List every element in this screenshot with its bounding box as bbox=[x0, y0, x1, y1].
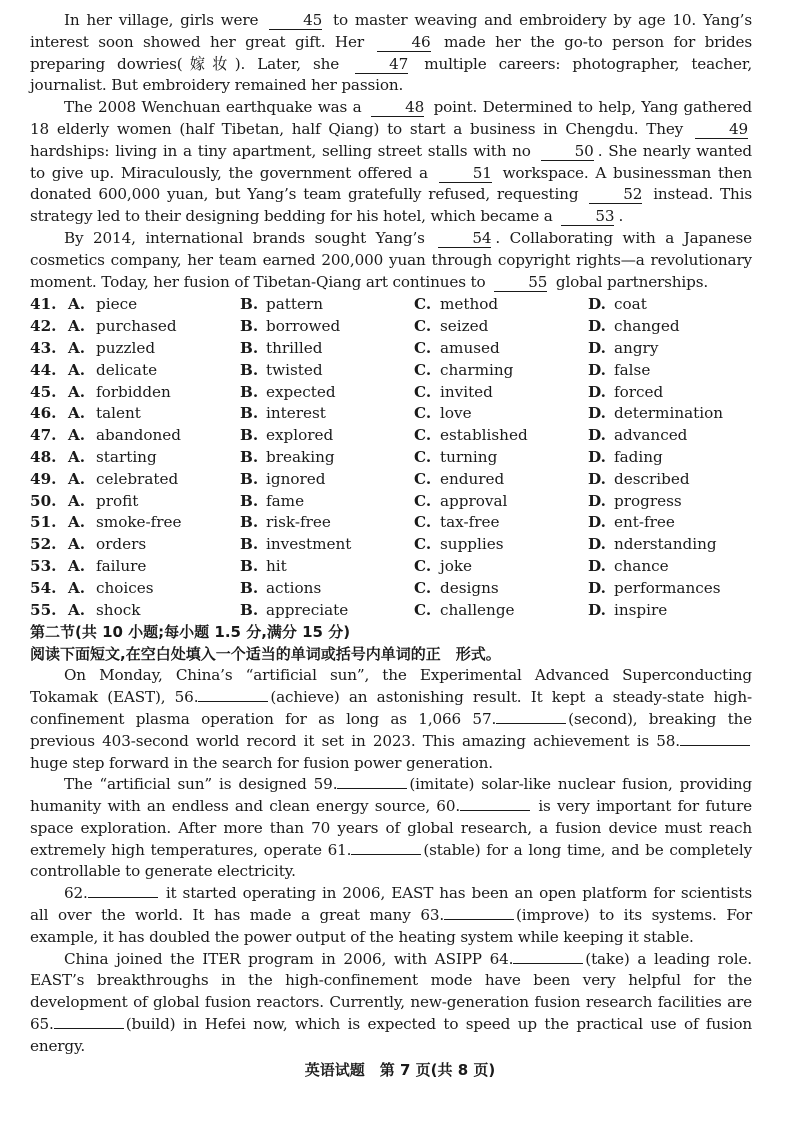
option-text: love bbox=[440, 404, 472, 423]
option-c[interactable] bbox=[414, 512, 588, 534]
option-d[interactable] bbox=[588, 360, 758, 382]
option-letter: D. bbox=[588, 426, 606, 445]
option-row bbox=[30, 512, 752, 534]
text: (achieve) an astonishing result. It kept a steady-state high-confinement plasma operation for as long as 1,066 57. bbox=[30, 688, 752, 728]
blank-48: 48 bbox=[371, 99, 424, 117]
option-b[interactable] bbox=[240, 534, 414, 556]
option-letter: B. bbox=[240, 578, 259, 597]
option-letter: C. bbox=[414, 578, 432, 597]
option-text: tax-free bbox=[440, 513, 500, 532]
option-text: seized bbox=[440, 317, 489, 336]
text: (take) a leading role. EAST’s breakthroughs in the high-confinement mode have been very helpful for the development of global fusion reactors. Currently, new-generation fusion research facilities are 65. bbox=[30, 949, 752, 1034]
question-number: 46. bbox=[30, 404, 57, 423]
option-b[interactable] bbox=[240, 382, 414, 404]
option-row bbox=[30, 338, 752, 360]
option-b[interactable] bbox=[240, 578, 414, 600]
grammar-paragraph-1 bbox=[30, 665, 752, 774]
option-letter: A. bbox=[68, 578, 86, 597]
option-text: joke bbox=[440, 556, 473, 575]
cloze-paragraph-3 bbox=[30, 228, 752, 293]
blank-64[interactable] bbox=[513, 949, 583, 964]
option-d[interactable] bbox=[588, 512, 758, 534]
option-text: shock bbox=[96, 600, 141, 619]
option-c[interactable] bbox=[414, 447, 588, 469]
blank-45: 45 bbox=[269, 12, 322, 30]
blank-63[interactable] bbox=[444, 905, 514, 920]
cloze-passage bbox=[30, 10, 752, 293]
option-text: orders bbox=[96, 535, 147, 554]
text: global partnerships. bbox=[555, 272, 709, 291]
option-a[interactable] bbox=[68, 316, 240, 338]
option-letter: A. bbox=[68, 447, 86, 466]
text: (imitate) solar-like nuclear fusion, providing humanity with an endless and clean energy source, 60. bbox=[30, 775, 752, 816]
option-text: chance bbox=[614, 556, 669, 575]
grammar-paragraph-2 bbox=[30, 774, 752, 883]
option-letter: B. bbox=[240, 382, 259, 401]
option-b[interactable] bbox=[240, 294, 414, 316]
option-letter: C. bbox=[414, 535, 432, 554]
text: huge step forward in the search for fusion power generation. bbox=[30, 753, 493, 772]
grammar-paragraph-3 bbox=[30, 883, 752, 948]
option-letter: A. bbox=[68, 491, 86, 510]
option-row bbox=[30, 491, 752, 513]
option-letter: C. bbox=[414, 600, 432, 619]
option-letter: A. bbox=[68, 556, 86, 575]
option-c[interactable] bbox=[414, 294, 588, 316]
text: 62. bbox=[64, 884, 88, 903]
option-a[interactable] bbox=[68, 512, 240, 534]
text: . bbox=[618, 207, 624, 226]
text: By 2014, international brands sought Yang’s bbox=[64, 228, 425, 247]
option-letter: D. bbox=[588, 360, 606, 379]
option-c[interactable] bbox=[414, 403, 588, 425]
grammar-paragraph-4 bbox=[30, 949, 752, 1058]
option-text: forced bbox=[614, 382, 664, 401]
option-text: changed bbox=[614, 317, 680, 336]
option-text: designs bbox=[440, 578, 499, 597]
option-letter: B. bbox=[240, 491, 259, 510]
question-number: 53. bbox=[30, 556, 57, 575]
option-text: performances bbox=[614, 578, 721, 597]
text: it started operating in 2006, EAST has been an open platform for scientists all over the world. It has made a great many 63. bbox=[30, 884, 752, 925]
text: In her village, girls were bbox=[64, 11, 259, 29]
option-b[interactable] bbox=[240, 512, 414, 534]
question-number: 42. bbox=[30, 317, 57, 336]
option-c[interactable] bbox=[414, 600, 588, 622]
option-a[interactable] bbox=[68, 578, 240, 600]
option-letter: B. bbox=[240, 317, 259, 336]
option-text: established bbox=[440, 426, 528, 445]
option-text: delicate bbox=[96, 360, 158, 379]
option-letter: C. bbox=[414, 513, 432, 532]
option-c[interactable] bbox=[414, 556, 588, 578]
option-letter: C. bbox=[414, 404, 432, 423]
option-letter: B. bbox=[240, 469, 259, 488]
text: (second), breaking the previous 403-second world record it set in 2023. This amazing achievement is 58. bbox=[30, 709, 752, 750]
option-text: turning bbox=[440, 447, 498, 466]
option-text: twisted bbox=[266, 360, 323, 379]
option-letter: D. bbox=[588, 513, 606, 532]
option-b[interactable] bbox=[240, 491, 414, 513]
option-d[interactable] bbox=[588, 578, 758, 600]
question-number: 52. bbox=[30, 535, 57, 554]
option-c[interactable] bbox=[414, 360, 588, 382]
option-b[interactable] bbox=[240, 447, 414, 469]
option-a[interactable] bbox=[68, 360, 240, 382]
option-text: progress bbox=[614, 491, 682, 510]
option-c[interactable] bbox=[414, 338, 588, 360]
option-text: described bbox=[614, 469, 690, 488]
blank-51: 51 bbox=[439, 165, 492, 183]
option-text: actions bbox=[266, 578, 322, 597]
blank-56[interactable] bbox=[198, 687, 268, 702]
option-letter: D. bbox=[588, 600, 606, 619]
option-text: profit bbox=[96, 491, 139, 510]
option-text: risk-free bbox=[266, 513, 331, 532]
option-letter: A. bbox=[68, 469, 86, 488]
question-number: 41. bbox=[30, 295, 57, 314]
question-number: 51. bbox=[30, 513, 57, 532]
option-d[interactable] bbox=[588, 600, 758, 622]
answer-options bbox=[30, 294, 752, 621]
option-letter: C. bbox=[414, 491, 432, 510]
option-text: challenge bbox=[440, 600, 515, 619]
option-letter: C. bbox=[414, 338, 432, 357]
option-text: celebrated bbox=[96, 469, 179, 488]
section-2-heading: 第二节(共 10 小题;每小题 1.5 分,满分 15 分) bbox=[30, 623, 351, 642]
option-d[interactable] bbox=[588, 316, 758, 338]
option-text: hit bbox=[266, 556, 287, 575]
option-letter: A. bbox=[68, 360, 86, 379]
option-a[interactable] bbox=[68, 447, 240, 469]
option-letter: D. bbox=[588, 338, 606, 357]
text: . She nearly wanted to give up. Miraculously, the government offered a bbox=[30, 141, 752, 182]
option-a[interactable] bbox=[68, 491, 240, 513]
option-b[interactable] bbox=[240, 556, 414, 578]
option-text: borrowed bbox=[266, 317, 341, 336]
option-letter: C. bbox=[414, 360, 432, 379]
question-number: 45. bbox=[30, 382, 57, 401]
option-a[interactable] bbox=[68, 425, 240, 447]
option-row bbox=[30, 316, 752, 338]
option-d[interactable] bbox=[588, 382, 758, 404]
text: to master weaving and embroidery by age 10. Yang’s interest soon showed her great gift. Her bbox=[30, 11, 752, 51]
option-letter: A. bbox=[68, 513, 86, 532]
blank-62[interactable] bbox=[88, 883, 158, 898]
option-letter: B. bbox=[240, 338, 259, 357]
option-b[interactable] bbox=[240, 600, 414, 622]
option-row bbox=[30, 534, 752, 556]
cloze-paragraph-2 bbox=[30, 97, 752, 228]
cloze-paragraph-1 bbox=[30, 10, 752, 97]
option-letter: A. bbox=[68, 338, 86, 357]
question-number: 44. bbox=[30, 360, 57, 379]
text: point. Determined to help, Yang gathered 18 elderly women (half Tibetan, half Qiang) to start a business in Chengdu. They bbox=[30, 98, 752, 138]
question-number: 49. bbox=[30, 469, 57, 488]
option-d[interactable] bbox=[588, 469, 758, 491]
option-text: breaking bbox=[266, 447, 335, 466]
option-row bbox=[30, 600, 752, 622]
option-text: explored bbox=[266, 426, 334, 445]
option-letter: C. bbox=[414, 317, 432, 336]
option-letter: D. bbox=[588, 295, 606, 314]
option-text: thrilled bbox=[266, 338, 323, 357]
option-row bbox=[30, 382, 752, 404]
option-text: interest bbox=[266, 404, 326, 423]
option-c[interactable] bbox=[414, 425, 588, 447]
text: China joined the ITER program in 2006, with ASIPP 64. bbox=[64, 949, 514, 968]
option-text: choices bbox=[96, 578, 154, 597]
text: is very important for future space exploration. After more than 70 years of global research, a fusion device must reach extremely high temperatures, operate 61. bbox=[30, 797, 752, 859]
option-row bbox=[30, 360, 752, 382]
option-text: abandoned bbox=[96, 426, 181, 445]
option-letter: D. bbox=[588, 447, 606, 466]
option-letter: B. bbox=[240, 360, 259, 379]
option-text: fame bbox=[266, 491, 305, 510]
option-letter: B. bbox=[240, 556, 259, 575]
option-b[interactable] bbox=[240, 316, 414, 338]
option-row bbox=[30, 447, 752, 469]
option-a[interactable] bbox=[68, 403, 240, 425]
option-letter: C. bbox=[414, 447, 432, 466]
option-text: charming bbox=[440, 360, 514, 379]
text: The “artificial sun” is designed 59. bbox=[64, 775, 338, 794]
option-text: fading bbox=[614, 447, 663, 466]
exam-page bbox=[30, 10, 752, 1058]
text: . Collaborating with a Japanese cosmetics company, her team earned 200,000 yuan through copyright rights—a revolutionary moment. Today, her fusion of Tibetan-Qiang art continues to bbox=[30, 228, 752, 291]
option-c[interactable] bbox=[414, 578, 588, 600]
option-text: ignored bbox=[266, 469, 326, 488]
option-c[interactable] bbox=[414, 469, 588, 491]
blank-61[interactable] bbox=[351, 840, 421, 855]
option-letter: B. bbox=[240, 447, 259, 466]
blank-58[interactable] bbox=[680, 731, 750, 746]
text: The 2008 Wenchuan earthquake was a bbox=[64, 98, 362, 117]
option-a[interactable] bbox=[68, 600, 240, 622]
text: multiple careers: photographer, teacher, journalist. But embroidery remained her passion. bbox=[30, 54, 752, 95]
blank-55: 55 bbox=[494, 274, 547, 292]
option-c[interactable] bbox=[414, 382, 588, 404]
option-d[interactable] bbox=[588, 425, 758, 447]
option-text: forbidden bbox=[96, 382, 171, 401]
option-letter: A. bbox=[68, 600, 86, 619]
option-letter: D. bbox=[588, 317, 606, 336]
text: On Monday, China’s “artificial sun”, the Experimental Advanced Superconducting Tokamak (EAST), 56. bbox=[30, 666, 752, 707]
option-letter: A. bbox=[68, 317, 86, 336]
option-d[interactable] bbox=[588, 534, 758, 556]
option-d[interactable] bbox=[588, 338, 758, 360]
option-text: supplies bbox=[440, 535, 504, 554]
option-b[interactable] bbox=[240, 403, 414, 425]
option-row bbox=[30, 578, 752, 600]
option-d[interactable] bbox=[588, 447, 758, 469]
option-a[interactable] bbox=[68, 294, 240, 316]
blank-59[interactable] bbox=[337, 774, 407, 789]
option-d[interactable] bbox=[588, 294, 758, 316]
option-text: endured bbox=[440, 469, 505, 488]
blank-52: 52 bbox=[589, 186, 642, 204]
option-letter: C. bbox=[414, 295, 432, 314]
option-letter: A. bbox=[68, 382, 86, 401]
option-a[interactable] bbox=[68, 338, 240, 360]
option-letter: C. bbox=[414, 469, 432, 488]
option-letter: B. bbox=[240, 295, 259, 314]
option-text: starting bbox=[96, 447, 157, 466]
text: (build) in Hefei now, which is expected to speed up the practical use of fusion energy. bbox=[30, 1015, 752, 1055]
option-letter: D. bbox=[588, 578, 606, 597]
option-b[interactable] bbox=[240, 338, 414, 360]
text: (stable) for a long time, and be completely controllable to generate electricity. bbox=[30, 840, 753, 881]
option-text: determination bbox=[614, 404, 724, 423]
option-d[interactable] bbox=[588, 403, 758, 425]
blank-46: 46 bbox=[377, 34, 430, 52]
text: hardships: living in a tiny apartment, selling street stalls with no bbox=[30, 141, 531, 160]
option-letter: A. bbox=[68, 295, 86, 314]
question-number: 54. bbox=[30, 578, 57, 597]
question-number: 48. bbox=[30, 447, 57, 466]
grammar-passage bbox=[30, 665, 752, 1057]
option-text: nderstanding bbox=[614, 535, 717, 554]
option-b[interactable] bbox=[240, 469, 414, 491]
section-2-instruction: 阅读下面短文,在空白处填入一个适当的单词或括号内单词的正 形式。 bbox=[30, 645, 501, 664]
text: made her the go-to person for brides preparing dowries(嫁妆). Later, she bbox=[30, 32, 753, 73]
option-text: inspire bbox=[614, 600, 668, 619]
option-text: smoke-free bbox=[96, 513, 182, 532]
option-b[interactable] bbox=[240, 425, 414, 447]
option-text: talent bbox=[96, 404, 141, 423]
option-row bbox=[30, 469, 752, 491]
option-row bbox=[30, 556, 752, 578]
option-text: approval bbox=[440, 491, 508, 510]
option-a[interactable] bbox=[68, 556, 240, 578]
question-number: 47. bbox=[30, 426, 57, 445]
blank-53: 53 bbox=[561, 208, 614, 226]
option-text: piece bbox=[96, 295, 138, 314]
option-a[interactable] bbox=[68, 469, 240, 491]
blank-57[interactable] bbox=[496, 709, 566, 724]
option-text: pattern bbox=[266, 295, 324, 314]
option-text: angry bbox=[614, 338, 659, 357]
blank-47: 47 bbox=[355, 56, 408, 74]
option-text: advanced bbox=[614, 426, 688, 445]
option-row bbox=[30, 425, 752, 447]
option-letter: A. bbox=[68, 404, 86, 423]
option-c[interactable] bbox=[414, 316, 588, 338]
blank-60[interactable] bbox=[460, 796, 530, 811]
option-letter: D. bbox=[588, 556, 606, 575]
option-d[interactable] bbox=[588, 556, 758, 578]
option-letter: D. bbox=[588, 535, 606, 554]
text: workspace. A businessman then donated 600,000 yuan, but Yang’s team gratefully refused, requesting bbox=[30, 163, 752, 204]
option-letter: B. bbox=[240, 513, 259, 532]
option-row bbox=[30, 294, 752, 316]
question-number: 50. bbox=[30, 491, 57, 510]
option-letter: B. bbox=[240, 426, 259, 445]
option-letter: A. bbox=[68, 535, 86, 554]
blank-54: 54 bbox=[438, 230, 491, 248]
option-text: investment bbox=[266, 535, 352, 554]
option-letter: D. bbox=[588, 469, 606, 488]
option-letter: C. bbox=[414, 556, 432, 575]
option-text: purchased bbox=[96, 317, 177, 336]
text: (improve) to its systems. For example, it has doubled the power output of the heating system while keeping it stable. bbox=[30, 906, 752, 946]
text: instead. This strategy led to their designing bedding for his hotel, which became a bbox=[30, 185, 752, 226]
option-text: coat bbox=[614, 295, 647, 314]
option-letter: A. bbox=[68, 426, 86, 445]
option-letter: D. bbox=[588, 404, 606, 423]
option-letter: B. bbox=[240, 535, 259, 554]
blank-50: 50 bbox=[541, 143, 594, 161]
option-letter: B. bbox=[240, 404, 259, 423]
option-letter: B. bbox=[240, 600, 259, 619]
option-a[interactable] bbox=[68, 534, 240, 556]
option-letter: D. bbox=[588, 491, 606, 510]
blank-65[interactable] bbox=[54, 1014, 124, 1029]
option-a[interactable] bbox=[68, 382, 240, 404]
blank-49: 49 bbox=[695, 121, 748, 139]
option-d[interactable] bbox=[588, 491, 758, 513]
option-c[interactable] bbox=[414, 534, 588, 556]
option-letter: C. bbox=[414, 426, 432, 445]
option-text: ent-free bbox=[614, 513, 675, 532]
option-c[interactable] bbox=[414, 491, 588, 513]
option-text: expected bbox=[266, 382, 336, 401]
option-letter: C. bbox=[414, 382, 432, 401]
option-text: method bbox=[440, 295, 499, 314]
question-number: 43. bbox=[30, 338, 57, 357]
page-footer: 英语试题 第 7 页(共 8 页) bbox=[304, 1061, 496, 1079]
option-text: puzzled bbox=[96, 338, 156, 357]
option-text: failure bbox=[96, 556, 147, 575]
option-text: amused bbox=[440, 338, 500, 357]
option-row bbox=[30, 403, 752, 425]
option-text: invited bbox=[440, 382, 493, 401]
option-text: false bbox=[614, 360, 651, 379]
option-b[interactable] bbox=[240, 360, 414, 382]
option-letter: D. bbox=[588, 382, 606, 401]
question-number: 55. bbox=[30, 600, 57, 619]
option-text: appreciate bbox=[266, 600, 349, 619]
